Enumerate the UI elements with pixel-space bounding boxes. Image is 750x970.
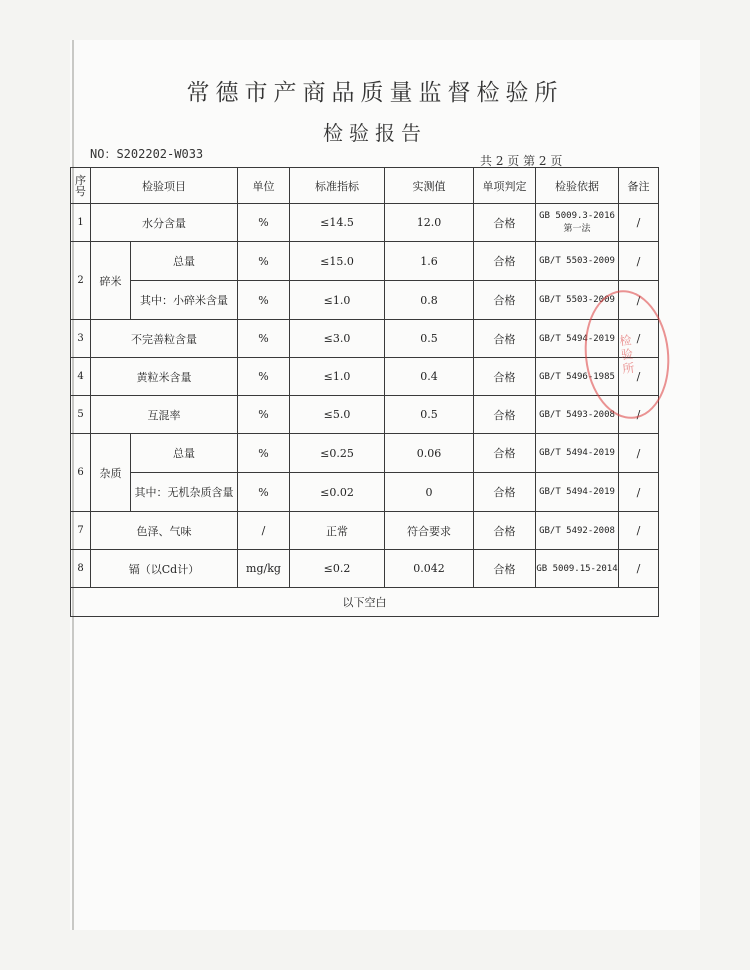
cell-measured: 0 bbox=[385, 473, 474, 512]
cell-item: 总量 bbox=[131, 242, 238, 281]
cell-seq: 1 bbox=[71, 204, 91, 242]
table-footer-row bbox=[71, 588, 659, 617]
cell-note: / bbox=[619, 204, 659, 242]
cell-measured: 符合要求 bbox=[385, 512, 474, 550]
cell-standard: 正常 bbox=[290, 512, 385, 550]
institution-title: 常德市产商品质量监督检验所 bbox=[186, 80, 564, 106]
cell-note: / bbox=[619, 550, 659, 588]
cell-item: 总量 bbox=[131, 434, 238, 473]
cell-unit: % bbox=[238, 473, 290, 512]
cell-note: / bbox=[619, 242, 659, 281]
document-number: NO：S202202-W033 bbox=[90, 147, 204, 161]
cell-standard: ≤0.02 bbox=[290, 473, 385, 512]
cell-note: / bbox=[619, 281, 659, 320]
cell-standard: ≤0.2 bbox=[290, 550, 385, 588]
cell-basis: GB 5009.3-2016 第一法 bbox=[536, 204, 619, 242]
cell-standard: ≤14.5 bbox=[290, 204, 385, 242]
cell-note: / bbox=[619, 320, 659, 358]
cell-measured: 0.06 bbox=[385, 434, 474, 473]
cell-measured: 12.0 bbox=[385, 204, 474, 242]
cell-seq: 3 bbox=[71, 320, 91, 358]
cell-note: / bbox=[619, 358, 659, 396]
table-row bbox=[71, 320, 659, 358]
cell-result: 合格 bbox=[474, 242, 536, 281]
cell-unit: % bbox=[238, 358, 290, 396]
cell-note: / bbox=[619, 396, 659, 434]
cell-basis: GB/T 5494-2019 bbox=[536, 434, 619, 473]
cell-basis: GB/T 5494-2019 bbox=[536, 320, 619, 358]
header-basis: 检验依据 bbox=[536, 168, 619, 204]
cell-unit: % bbox=[238, 242, 290, 281]
cell-note: / bbox=[619, 512, 659, 550]
cell-seq: 4 bbox=[71, 358, 91, 396]
cell-unit: % bbox=[238, 320, 290, 358]
report-title: 检验报告 bbox=[323, 121, 427, 145]
cell-item: 色泽、气味 bbox=[91, 512, 238, 550]
table-row bbox=[71, 358, 659, 396]
cell-result: 合格 bbox=[474, 434, 536, 473]
cell-unit: % bbox=[238, 204, 290, 242]
table-row bbox=[71, 550, 659, 588]
cell-result: 合格 bbox=[474, 358, 536, 396]
cell-seq: 7 bbox=[71, 512, 91, 550]
cell-measured: 1.6 bbox=[385, 242, 474, 281]
cell-item: 黄粒米含量 bbox=[91, 358, 238, 396]
cell-result: 合格 bbox=[474, 204, 536, 242]
cell-unit: % bbox=[238, 434, 290, 473]
cell-basis: GB/T 5503-2009 bbox=[536, 242, 619, 281]
cell-standard: ≤3.0 bbox=[290, 320, 385, 358]
cell-item: 镉（以Cd计） bbox=[91, 550, 238, 588]
blank-below-note: 以下空白 bbox=[71, 588, 659, 617]
cell-basis: GB/T 5496-1985 bbox=[536, 358, 619, 396]
cell-seq: 2 bbox=[71, 242, 91, 320]
header-item: 检验项目 bbox=[91, 168, 238, 204]
cell-unit: % bbox=[238, 396, 290, 434]
cell-standard: ≤0.25 bbox=[290, 434, 385, 473]
cell-measured: 0.5 bbox=[385, 320, 474, 358]
cell-basis: GB/T 5503-2009 bbox=[536, 281, 619, 320]
cell-measured: 0.4 bbox=[385, 358, 474, 396]
header-result: 单项判定 bbox=[474, 168, 536, 204]
cell-seq: 8 bbox=[71, 550, 91, 588]
header-seq: 序号 bbox=[71, 168, 91, 204]
table-row bbox=[71, 242, 659, 281]
table-row bbox=[71, 434, 659, 473]
cell-standard: ≤1.0 bbox=[290, 358, 385, 396]
seal-text: 检验所 bbox=[617, 332, 636, 377]
table-row bbox=[71, 204, 659, 242]
cell-unit: / bbox=[238, 512, 290, 550]
cell-seq: 5 bbox=[71, 396, 91, 434]
table-header-row bbox=[71, 168, 659, 204]
header-note: 备注 bbox=[619, 168, 659, 204]
cell-basis: GB/T 5494-2019 bbox=[536, 473, 619, 512]
cell-standard: ≤1.0 bbox=[290, 281, 385, 320]
cell-result: 合格 bbox=[474, 512, 536, 550]
header-unit: 单位 bbox=[238, 168, 290, 204]
header-measured: 实测值 bbox=[385, 168, 474, 204]
cell-result: 合格 bbox=[474, 320, 536, 358]
header-standard: 标准指标 bbox=[290, 168, 385, 204]
table-row bbox=[71, 512, 659, 550]
cell-note: / bbox=[619, 473, 659, 512]
cell-item: 互混率 bbox=[91, 396, 238, 434]
cell-item: 其中：小碎米含量 bbox=[131, 281, 238, 320]
cell-unit: mg/kg bbox=[238, 550, 290, 588]
cell-basis: GB 5009.15-2014 bbox=[536, 550, 619, 588]
cell-item: 不完善粒含量 bbox=[91, 320, 238, 358]
cell-standard: ≤15.0 bbox=[290, 242, 385, 281]
cell-result: 合格 bbox=[474, 396, 536, 434]
cell-unit: % bbox=[238, 281, 290, 320]
cell-measured: 0.8 bbox=[385, 281, 474, 320]
cell-group: 杂质 bbox=[91, 434, 131, 512]
cell-item: 其中：无机杂质含量 bbox=[131, 473, 238, 512]
table-row bbox=[71, 281, 659, 320]
cell-note: / bbox=[619, 434, 659, 473]
cell-measured: 0.042 bbox=[385, 550, 474, 588]
table-row bbox=[71, 396, 659, 434]
cell-item: 水分含量 bbox=[91, 204, 238, 242]
cell-result: 合格 bbox=[474, 473, 536, 512]
cell-result: 合格 bbox=[474, 550, 536, 588]
page-info: 共 2 页 第 2 页 bbox=[480, 154, 563, 168]
table-row bbox=[71, 473, 659, 512]
cell-standard: ≤5.0 bbox=[290, 396, 385, 434]
cell-basis: GB/T 5493-2008 bbox=[536, 396, 619, 434]
cell-basis: GB/T 5492-2008 bbox=[536, 512, 619, 550]
cell-group: 碎米 bbox=[91, 242, 131, 320]
cell-result: 合格 bbox=[474, 281, 536, 320]
cell-seq: 6 bbox=[71, 434, 91, 512]
inspection-table bbox=[70, 167, 659, 617]
cell-measured: 0.5 bbox=[385, 396, 474, 434]
